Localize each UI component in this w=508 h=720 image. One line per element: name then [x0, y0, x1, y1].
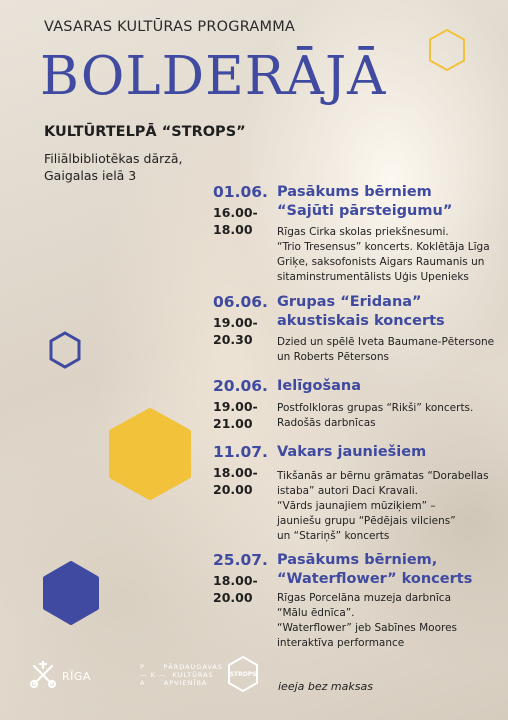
event-title-line-2: “Waterflower” koncerts	[277, 571, 473, 587]
event-description: Tikšanās ar bērnu grāmatas “Dorabellas istaba” autori Daci Kravali. “Vārds jaunajiem mūziķiem” – jauniešu grupu “Pēdējais vilciens” un “Stariņš” koncerts	[277, 470, 489, 542]
event-title	[277, 293, 445, 331]
event-title-line-1: Ielīgošana	[277, 378, 362, 394]
pka-line-1: P PĀRDAUGAVAS	[140, 663, 223, 671]
event-time: 19.00- 20.30	[213, 315, 258, 347]
event-date: 11.07.	[213, 443, 268, 461]
event-title	[277, 551, 472, 589]
event-time: 18.00- 20.00	[213, 465, 258, 497]
riga-coat-of-arms-icon	[28, 660, 58, 690]
event-title-line-2: “Sajūti pārsteigumu”	[277, 203, 453, 219]
pka-line-3: A APVIENĪBA	[140, 679, 208, 687]
event-time: 19.00- 21.00	[213, 399, 258, 431]
event-item	[213, 293, 503, 363]
event-date: 25.07.	[213, 551, 268, 569]
event-item	[213, 443, 503, 542]
event-title	[277, 443, 426, 462]
event-description: Dzied un spēlē Iveta Baumane-Pētersone un Roberts Pētersons	[277, 336, 495, 363]
strops-logo-label: STROPS	[229, 671, 257, 678]
free-entry-note: ieeja bez maksas	[278, 680, 373, 693]
event-item	[213, 183, 503, 283]
address-line-2: Gaigalas ielā 3	[44, 168, 137, 183]
hexagon-filled-yellow-icon	[108, 407, 192, 501]
event-date: 06.06.	[213, 293, 268, 311]
event-time: 16.00- 18.00	[213, 205, 258, 237]
event-title	[277, 377, 361, 396]
hexagon-outline-blue-icon	[48, 331, 82, 369]
page-title: BOLDERĀJĀ	[40, 46, 387, 107]
riga-logo-label: RĪGA	[62, 670, 91, 683]
hexagon-outline-yellow-icon	[427, 28, 467, 72]
event-title-line-1: Vakars jauniešiem	[277, 444, 427, 460]
event-item	[213, 551, 503, 649]
event-description: Rīgas Cirka skolas priekšnesumi. “Trio Tresensus” koncerts. Koklētāja Līga Griķe, saksofonists Aigars Raumanis un sitaminstrumentālists Uģis Upenieks	[277, 226, 490, 283]
event-description: Postfolkloras grupas “Rikši” koncerts. Radošās darbnīcas	[277, 402, 474, 429]
strops-logo-icon	[226, 655, 260, 693]
event-date: 01.06.	[213, 183, 268, 201]
event-date: 20.06.	[213, 377, 268, 395]
program-kicker: VASARAS KULTŪRAS PROGRAMMA	[44, 19, 296, 35]
venue-name: KULTŪRTELPĀ “STROPS”	[44, 124, 246, 140]
venue-address	[44, 150, 182, 184]
event-title-line-1: Pasākums bērniem	[277, 184, 432, 200]
event-title-line-1: Grupas “Eridana”	[277, 294, 422, 310]
pka-logo	[140, 663, 223, 687]
event-title-line-1: Pasākums bērniem,	[277, 552, 438, 568]
event-description: Rīgas Porcelāna muzeja darbnīca “Mālu ēdnīca”. “Waterflower” jeb Sabīnes Moores interaktīva performance	[277, 592, 458, 649]
hexagon-filled-blue-icon	[42, 560, 100, 626]
event-time: 18.00- 20.00	[213, 573, 258, 605]
event-item	[213, 377, 503, 432]
event-title	[277, 183, 452, 221]
pka-line-2: — K — KULTŪRAS	[140, 671, 214, 679]
event-title-line-2: akustiskais koncerts	[277, 313, 445, 329]
address-line-1: Filiālbibliotēkas dārzā,	[44, 151, 183, 166]
